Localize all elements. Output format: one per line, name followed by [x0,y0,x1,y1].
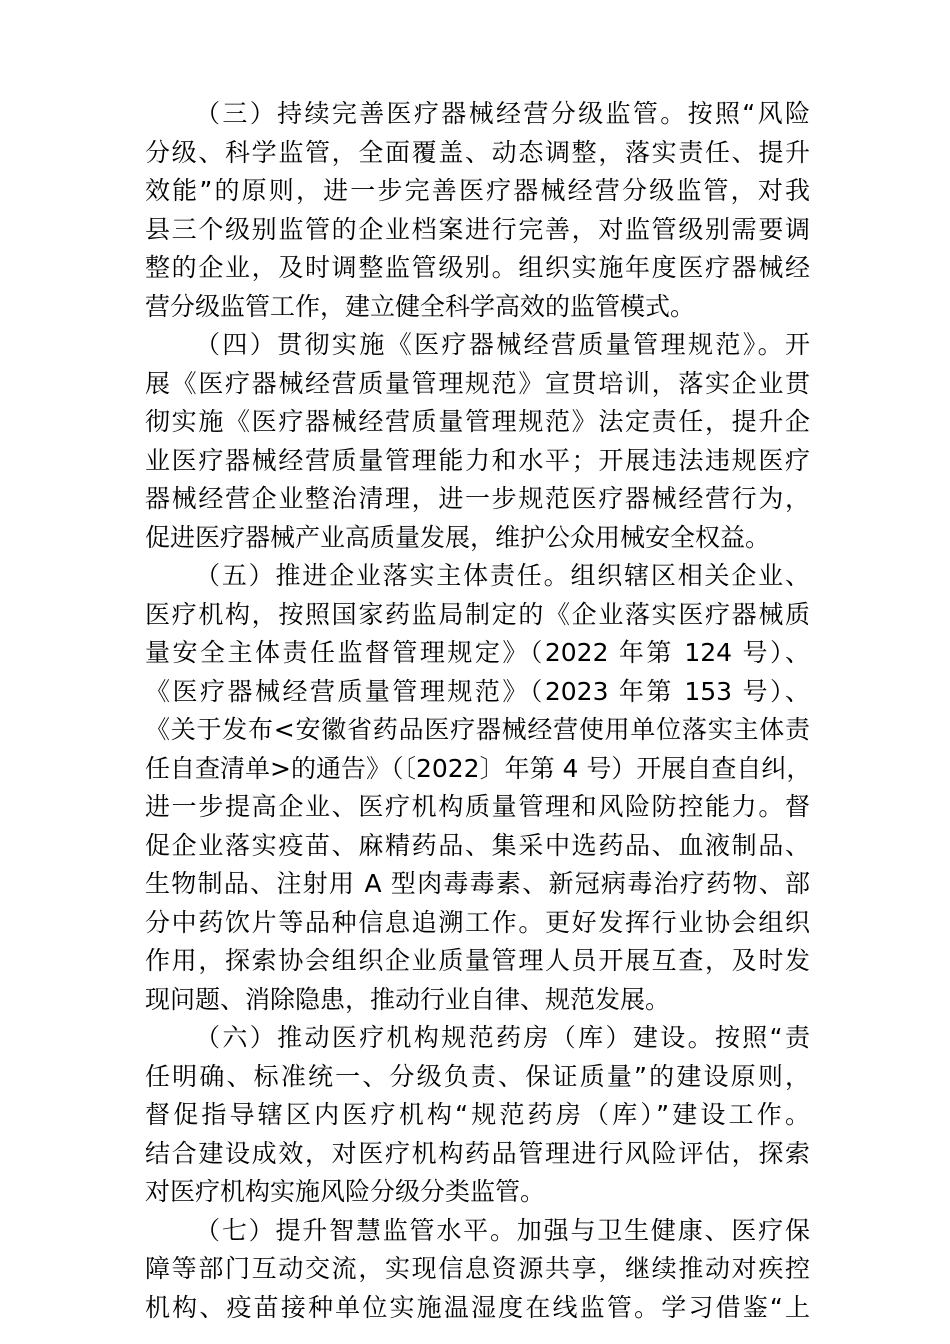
paragraph-line: 《关于发布<安徽省药品医疗器械经营使用单位落实主体责 [145,715,810,744]
paragraph-line: 分级、科学监管，全面覆盖、动态调整，落实责任、提升 [145,137,810,167]
paragraph-line: 结合建设成效，对医疗机构药品管理进行风险评估，探索 [145,1138,810,1168]
paragraph-line: 促进医疗器械产业高质量发展，维护公众用械安全权益。 [145,522,771,552]
paragraph-p5 [145,557,810,1019]
paragraph-line: 分中药饮片等品种信息追溯工作。更好发挥行业协会组织 [145,907,810,937]
paragraph-line: （五）推进企业落实主体责任。组织辖区相关企业、 [195,561,810,590]
paragraph-line: 《医疗器械经营质量管理规范》（2023 年第 153 号）、 [145,676,810,706]
paragraph-line: （三）持续完善医疗器械经营分级监管。按照“风险 [195,99,810,128]
paragraph-p4 [145,326,810,557]
paragraph-p3 [145,95,810,326]
paragraph-line: 进一步提高企业、医疗机构质量管理和风险防控能力。督 [145,792,810,821]
paragraph-line: 整的企业，及时调整监管级别。组织实施年度医疗器械经 [145,253,810,282]
paragraph-line: 任自查清单>的通告》（〔2022〕年第 4 号）开展自查自纠， [145,753,812,783]
paragraph-line: 任明确、标准统一、分级负责、保证质量”的建设原则， [145,1061,810,1091]
paragraph-line: 县三个级别监管的企业档案进行完善，对监管级别需要调 [145,214,810,244]
paragraph-line: 现问题、消除隐患，推动行业自律、规范发展。 [145,984,671,1014]
paragraph-line: 展《医疗器械经营质量管理规范》宣贯培训，落实企业贯 [145,368,810,398]
paragraph-line: （四）贯彻实施《医疗器械经营质量管理规范》。开 [195,330,810,359]
paragraph-line: （七）提升智慧监管水平。加强与卫生健康、医疗保 [195,1215,810,1245]
paragraph-line: 机构、疫苗接种单位实施温湿度在线监管。学习借鉴“上 [145,1292,810,1322]
paragraph-p6 [145,1019,810,1212]
paragraph-line: 营分级监管工作，建立健全科学高效的监管模式。 [145,291,696,321]
paragraph-line: 对医疗机构实施风险分级分类监管。 [145,1177,546,1206]
paragraph-line: 促企业落实疫苗、麻精药品、集采中选药品、血液制品、 [145,830,810,860]
paragraph-line: 器械经营企业整治清理，进一步规范医疗器械经营行为， [145,484,810,513]
document-body [145,95,810,1327]
paragraph-line: 效能”的原则，进一步完善医疗器械经营分级监管，对我 [145,176,810,205]
paragraph-line: 医疗机构，按照国家药监局制定的《企业落实医疗器械质 [145,599,810,629]
paragraph-line: 量安全主体责任监督管理规定》（2022 年第 124 号）、 [145,638,810,667]
paragraph-line: 生物制品、注射用 A 型肉毒毒素、新冠病毒治疗药物、部 [145,869,810,898]
paragraph-line: 业医疗器械经营质量管理能力和水平；开展违法违规医疗 [145,445,810,475]
paragraph-line: 障等部门互动交流，实现信息资源共享，继续推动对疾控 [145,1254,810,1283]
paragraph-line: 彻实施《医疗器械经营质量管理规范》法定责任，提升企 [145,407,810,436]
paragraph-line: 督促指导辖区内医疗机构“规范药房（库）”建设工作。 [145,1100,810,1129]
paragraph-line: 作用，探索协会组织企业质量管理人员开展互查，及时发 [145,946,810,975]
paragraph-p7 [145,1212,810,1328]
paragraph-line: （六）推动医疗机构规范药房（库）建设。按照“责 [195,1023,810,1052]
